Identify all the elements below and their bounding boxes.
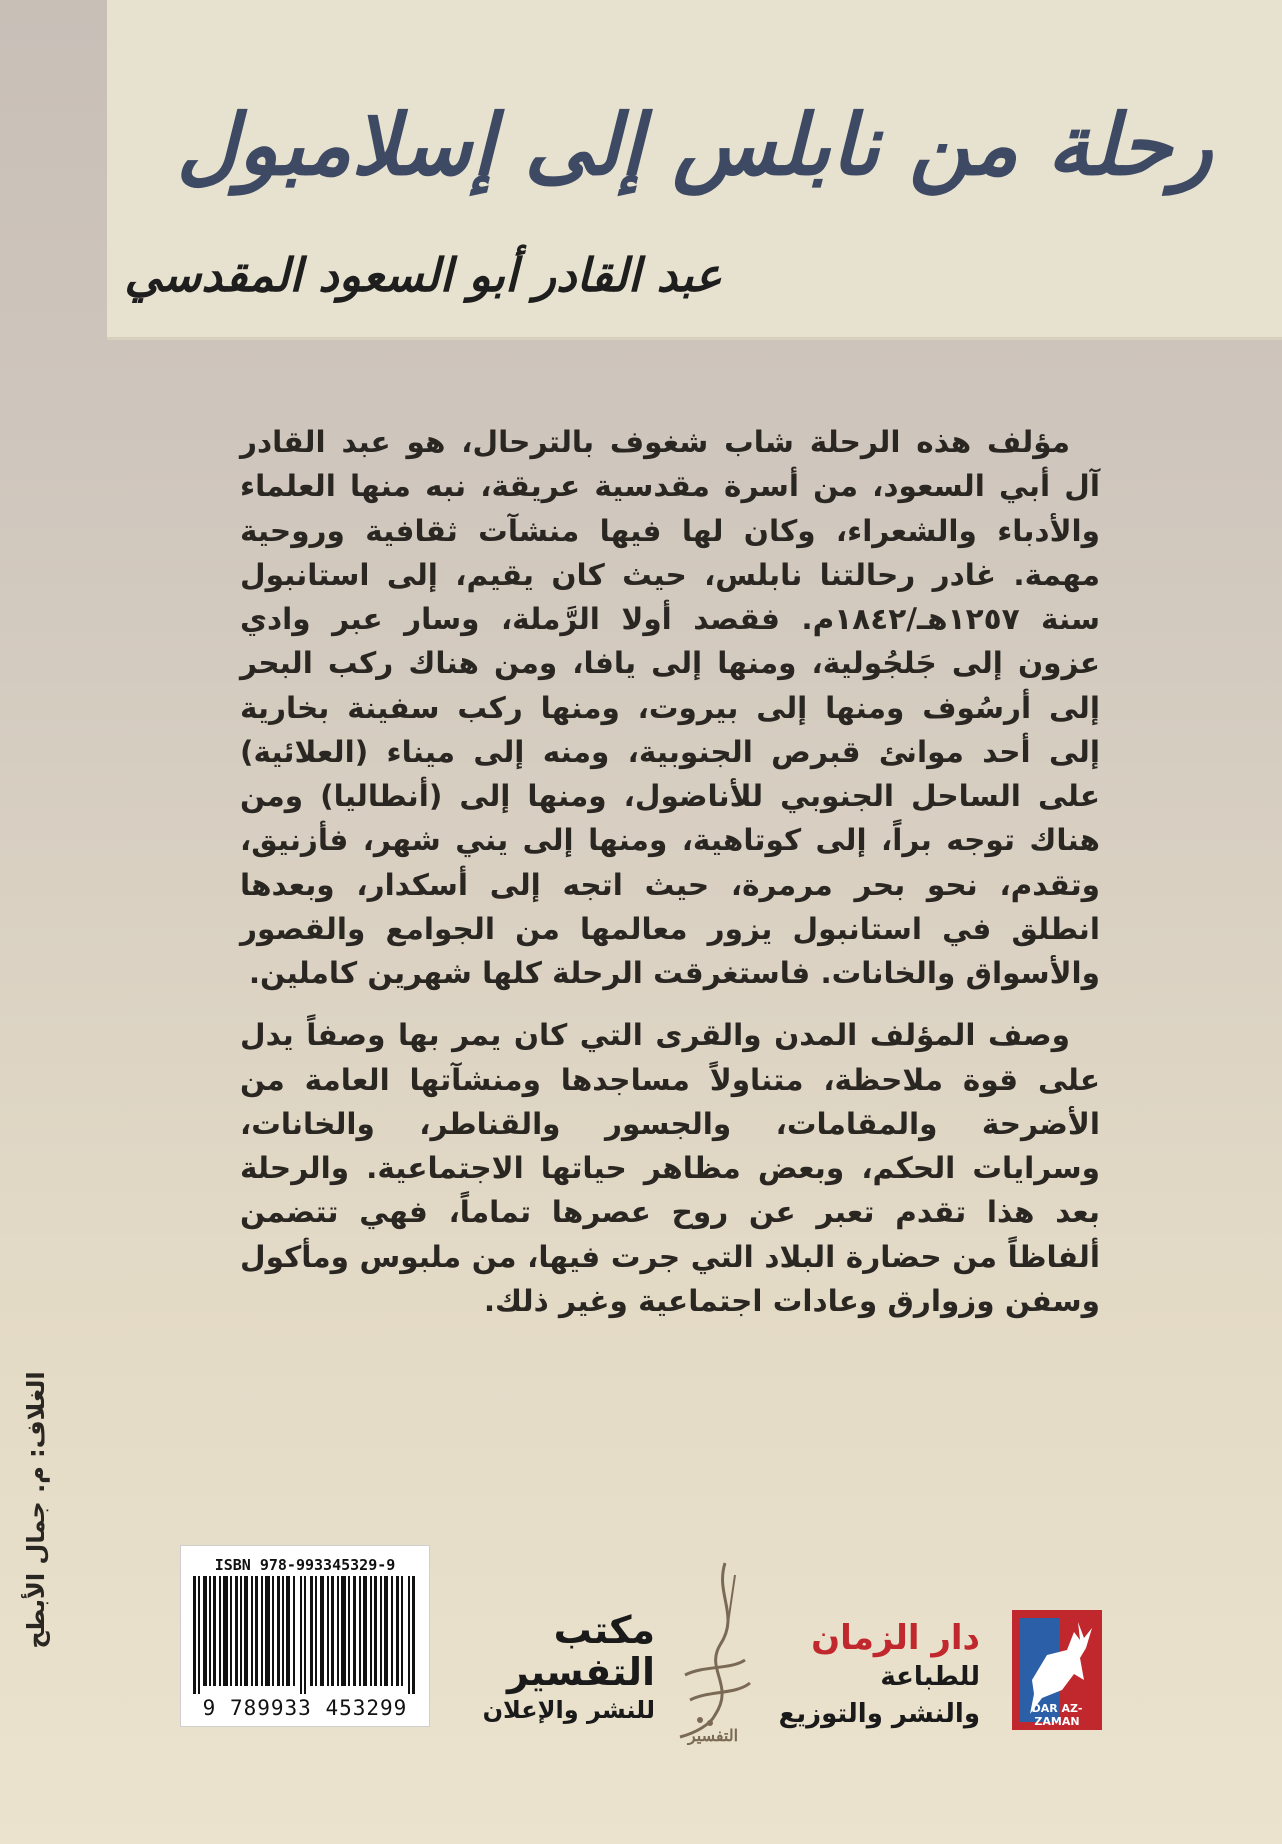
book-title: رحلة من نابلس إلى إسلامبول (176, 95, 1213, 194)
tafsir-calligraphy-logo-icon (665, 1555, 760, 1745)
ean-digits: 9 789933 453299 (202, 1696, 408, 1720)
zaman-line3: والنشر والتوزيع (778, 1699, 980, 1730)
tafsir-logo-text: التفسير (687, 1726, 739, 1745)
publisher-tafsir (475, 1610, 655, 1727)
description-paragraph-2: وصف المؤلف المدن والقرى التي كان يمر بها وصفاً يدل على قوة ملاحظة، متناولاً مساجدها ومنشآتها العامة من الأضرحة والمقامات، والجسور والقناطر، والخانات، وسرايات الحكم، وبعض مظاهر حياتها الاجتماعية. والرحلة بعد هذا تقدم تعبر عن روح عصرها تماماً، فهي تتضمن ألفاظاً من حضارة البلاد التي جرت فيها، من ملبوس ومأكول وسفن وزوارق وعادات اجتماعية وغير ذلك. (240, 1018, 1100, 1318)
zaman-logo (1012, 1610, 1102, 1730)
barcode-bars-icon (193, 1576, 417, 1694)
title-panel (107, 0, 1282, 340)
cover-design-credit: الغلاف: م. جمال الأبطح (22, 1371, 50, 1649)
tafsir-name-line1: مكتب (553, 1608, 655, 1652)
publisher-zaman (780, 1618, 980, 1734)
book-description (240, 420, 1100, 1323)
zaman-line2: للطباعة (880, 1661, 980, 1692)
book-author: عبد القادر أبو السعود المقدسي (124, 248, 722, 302)
tafsir-name-line2: التفسير (507, 1649, 655, 1694)
zaman-name: دار الزمان (811, 1618, 980, 1658)
tafsir-tagline: للنشر والإعلان (482, 1695, 655, 1724)
zaman-logo-text: DAR AZ-ZAMAN (1031, 1702, 1083, 1728)
description-paragraph-1: مؤلف هذه الرحلة شاب شغوف بالترحال، هو عبد القادر آل أبي السعود، من أسرة مقدسية عريقة، نبه منها العلماء والأدباء والشعراء، وكان لها فيها منشآت ثقافية وروحية مهمة. غادر رحالتنا نابلس، حيث كان يقيم، إلى استانبول سنة ١٢٥٧هـ/١٨٤٢م. فقصد أولا الرَّملة، وسار عبر وادي عزون إلى جَلجُولية، ومنها إلى يافا، ومن هناك ركب البحر إلى أرسُوف ومنها إلى بيروت، ومنها ركب سفينة بخارية إلى أحد موانئ قبرص الجنوبية، ومنه إلى ميناء (العلائية) على الساحل الجنوبي للأناضول، ومنها إلى (أنطاليا) ومن هناك توجه براً، إلى كوتاهية، ومنها إلى يني شهر، فأزنيق، وتقدم، نحو بحر مرمرة، حيث اتجه إلى أسكدار، وبعدها انطلق في استانبول يزور معالمها من الجوامع والقصور والأسواق والخانات. فاستغرقت الرحلة كلها شهرين كاملين. (240, 425, 1101, 990)
isbn-number: ISBN 978-993345329-9 (214, 1556, 396, 1574)
isbn-barcode (180, 1545, 430, 1727)
